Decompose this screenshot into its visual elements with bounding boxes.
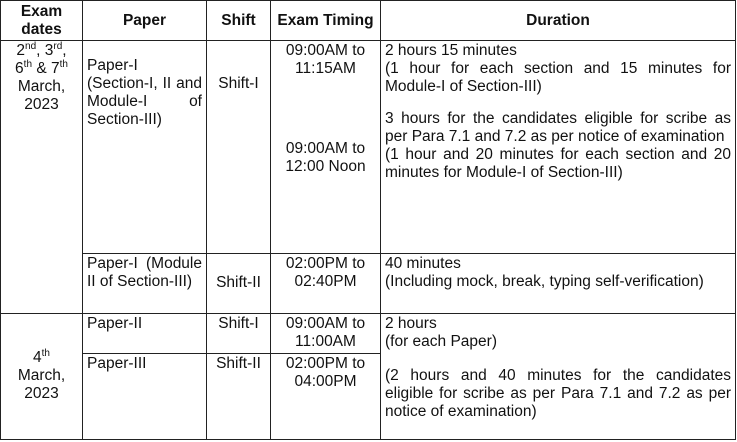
duration-main: 40 minutes — [385, 254, 461, 272]
duration-scribe-detail: (1 hour and 20 minutes for each section and 20 minutes for Module-I of Section-III) — [385, 146, 731, 182]
duration-regular-detail: (1 hour for each section and 15 minutes for Module-I of Section-III) — [385, 60, 731, 96]
header-exam-timing: Exam Timing — [271, 1, 381, 41]
header-exam-dates: Exam dates — [1, 1, 83, 41]
duration-scribe: 3 hours for the candidates eligible for scribe as per Para 7.1 and 7.2 as per notice of examination — [385, 110, 731, 146]
shift-cell: Shift-I — [207, 41, 271, 253]
exam-dates-cell-1: 2nd, 3rd, 6th & 7th March, 2023 — [1, 41, 83, 314]
shift-cell: Shift-II — [207, 253, 271, 313]
timing-cell — [271, 41, 381, 253]
header-paper: Paper — [83, 1, 207, 41]
paper-cell: Paper-III — [83, 353, 207, 439]
duration-detail: (for each Paper) — [385, 332, 497, 350]
duration-cell — [381, 41, 736, 253]
timing-cell: 09:00AM to 11:00AM — [271, 313, 381, 353]
duration-scribe: (2 hours and 40 minutes for the candidates eligible for scribe as per Para 7.1 and 7.2 as per notice of examination) — [385, 366, 731, 420]
duration-cell — [381, 313, 736, 439]
header-row — [1, 1, 736, 41]
duration-cell — [381, 253, 736, 313]
shift-cell: Shift-II — [207, 353, 271, 439]
exam-dates-month: March, 2023 — [17, 367, 66, 403]
duration-detail: (Including mock, break, typing self-verification) — [385, 272, 704, 290]
paper-cell: Paper-I (Module II of Section-III) — [83, 253, 207, 313]
header-duration: Duration — [381, 1, 736, 41]
duration-main: 2 hours — [385, 314, 437, 332]
table-row — [1, 313, 736, 353]
paper-cell: Paper-II — [83, 313, 207, 353]
timing-scribe: 09:00AM to 12:00 Noon — [285, 140, 366, 176]
shift-cell: Shift-I — [207, 313, 271, 353]
header-shift: Shift — [207, 1, 271, 41]
duration-regular: 2 hours 15 minutes — [385, 42, 517, 60]
table-row — [1, 41, 736, 253]
timing-cell: 02:00PM to 02:40PM — [271, 253, 381, 313]
exam-dates-cell-2: 4th March, 2023 — [1, 313, 83, 439]
exam-dates-month: March, 2023 — [17, 78, 66, 114]
paper-cell: Paper-I (Section-I, II and Module-I of Section-III) — [83, 41, 207, 253]
table-row — [1, 253, 736, 313]
timing-regular: 09:00AM to 11:15AM — [285, 42, 366, 78]
timing-cell: 02:00PM to 04:00PM — [271, 353, 381, 439]
